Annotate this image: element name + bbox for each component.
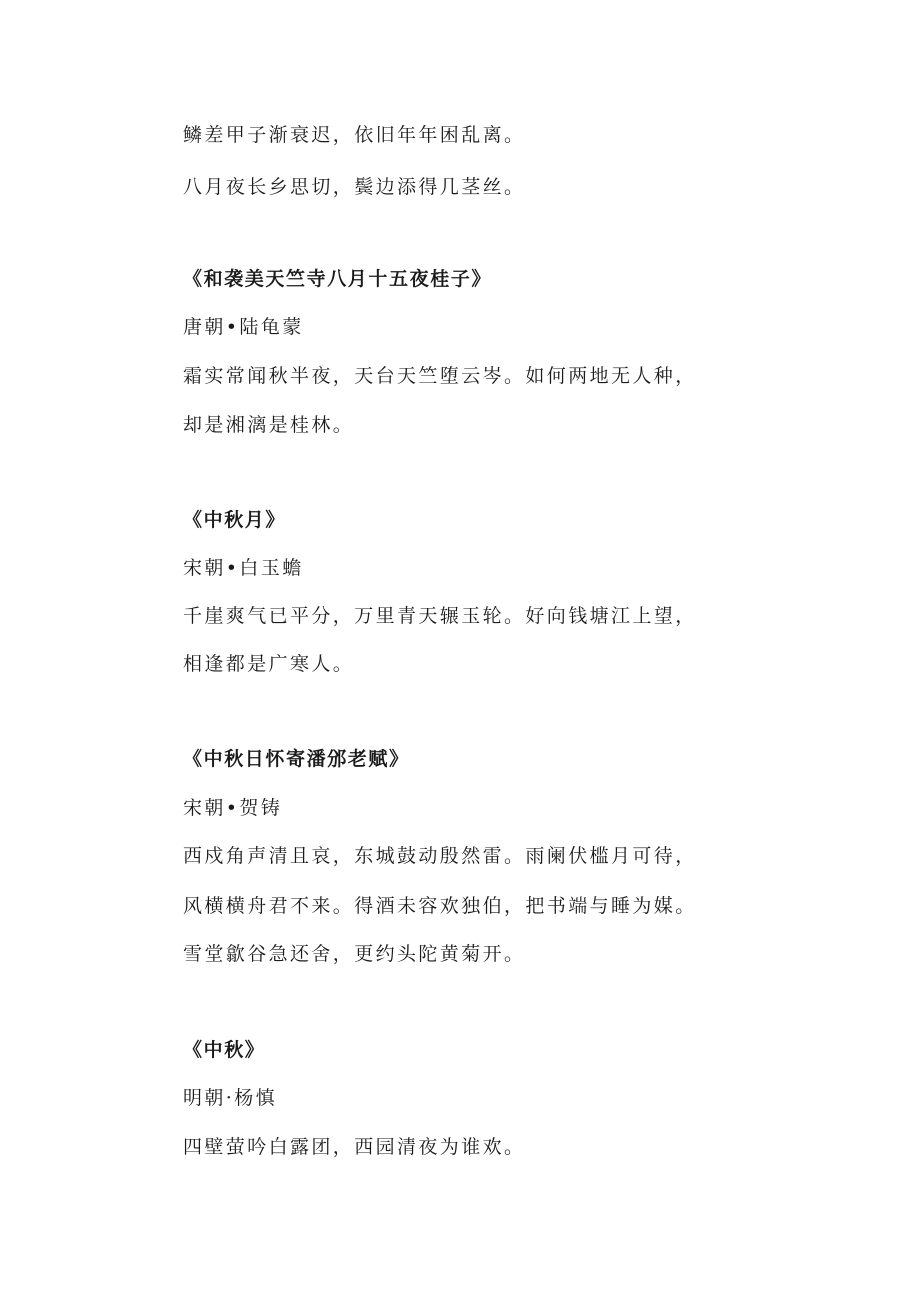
poem-2-line-2: 相逢都是广寒人。	[183, 653, 355, 675]
poem-4-author: 明朝·杨慎	[183, 1087, 278, 1109]
poem-2-line-1: 千崖爽气已平分，万里青天辗玉轮。好向钱塘江上望，	[183, 605, 697, 627]
poem-1-author: 唐朝•陆龟蒙	[183, 316, 304, 338]
poem-3-line-1: 西戍角声清且哀，东城鼓动殷然雷。雨阑伏槛月可待，	[183, 845, 697, 867]
poem-1-title: 《和袭美天竺寺八月十五夜桂子》	[183, 268, 493, 290]
poem-3-title: 《中秋日怀寄潘邠老赋》	[183, 748, 410, 770]
intro-line-2: 八月夜长乡思切，鬓边添得几茎丝。	[183, 176, 526, 198]
poem-3-author: 宋朝•贺铸	[183, 797, 283, 819]
poem-1-line-1: 霜实常闻秋半夜，天台天竺堕云岑。如何两地无人种，	[183, 365, 697, 387]
intro-line-1: 鳞差甲子渐衰迟，依旧年年困乱离。	[183, 124, 526, 146]
poem-3-line-3: 雪堂歙谷急还舍，更约头陀黄菊开。	[183, 943, 526, 965]
poem-2-author: 宋朝•白玉蟾	[183, 557, 304, 579]
poem-4-line-1: 四壁萤吟白露团，西园清夜为谁欢。	[183, 1136, 526, 1158]
poem-1-line-2: 却是湘漓是桂林。	[183, 414, 355, 436]
poem-4-title: 《中秋》	[183, 1039, 266, 1061]
poem-3-line-2: 风横横舟君不来。得酒未容欢独伯，把书端与睡为媒。	[183, 895, 697, 917]
poem-2-title: 《中秋月》	[183, 509, 287, 531]
